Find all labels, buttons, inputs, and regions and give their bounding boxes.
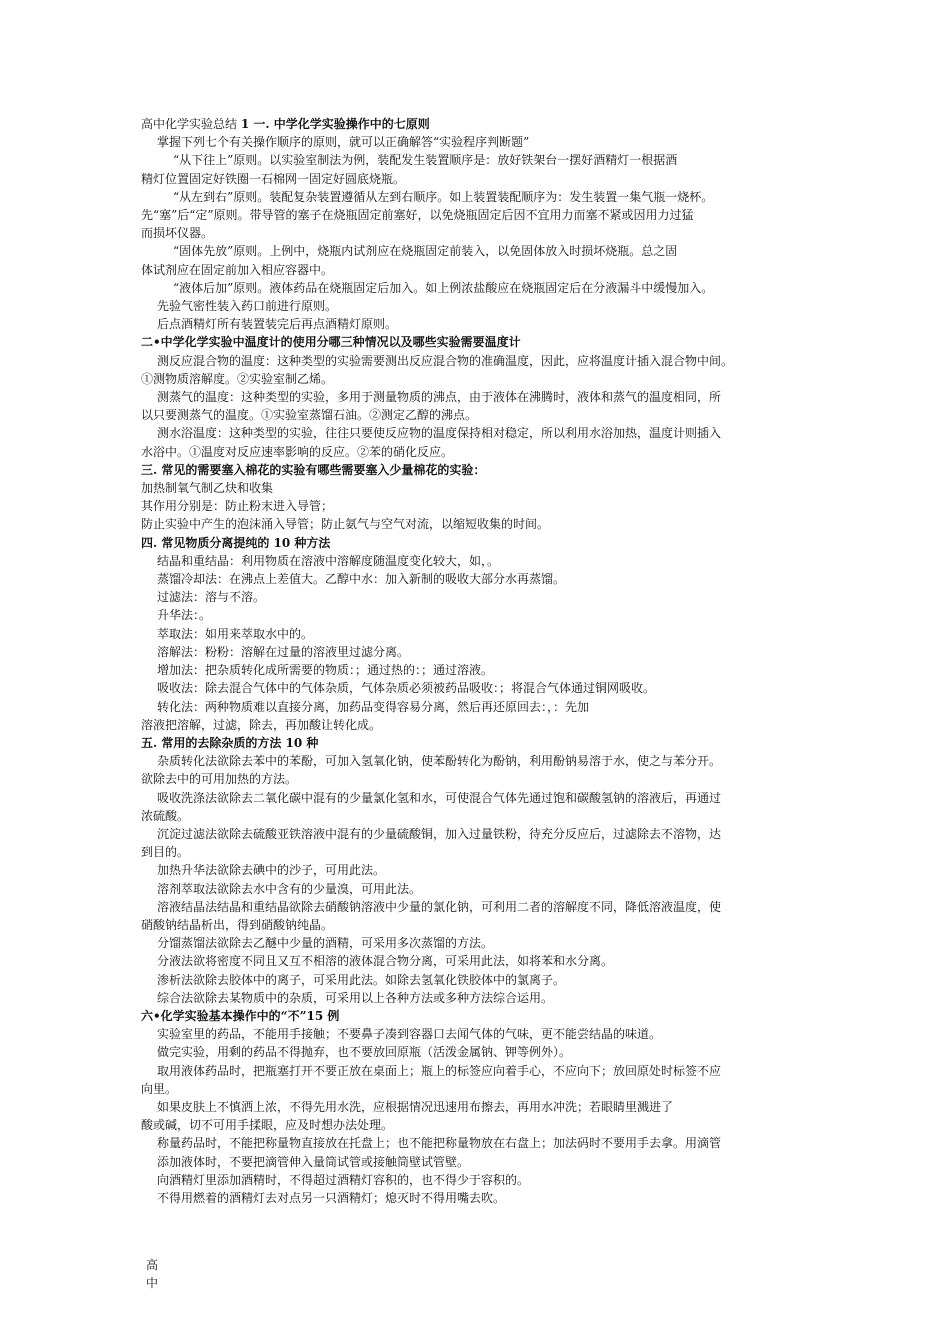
paragraph-line: “固体先放”原则。上例中，烧瓶内试剂应在烧瓶固定前装入，以免固体放入时损坏烧瓶。总之固	[173, 244, 678, 259]
paragraph-line: 添加液体时，不要把滴管伸入量筒试管或接触筒壁试管壁。	[157, 1154, 470, 1169]
paragraph-line: 欲除去中的可用加热的方法。	[141, 772, 298, 787]
paragraph-line: 酸或碱，切不可用手揉眼，应及时想办法处理。	[141, 1118, 394, 1133]
paragraph-line: 实验室里的药品，不能用手接触；不要鼻子凑到容器口去闻气体的气味，更不能尝结晶的味道。	[157, 1027, 662, 1042]
paragraph-line: 精灯位置固定好铁圈一石棉网一固定好圆底烧瓶。	[141, 171, 406, 186]
page-footer-vertical-text	[146, 1256, 162, 1292]
paragraph-line: 做完实验，用剩的药品不得抛弃，也不要放回原瓶（活泼金属钠、钾等例外）。	[157, 1045, 572, 1060]
paragraph-line: 溶解法：粉粉：溶解在过量的溶液里过滤分离。	[157, 644, 410, 659]
section-heading: 二•中学化学实验中温度计的使用分哪三种情况以及哪些实验需要温度计	[141, 335, 521, 350]
paragraph-line: 溶液结晶法结晶和重结晶欲除去硝酸钠溶液中少量的氯化钠，可利用二者的溶解度不同，降低溶液温度，使	[157, 899, 722, 914]
paragraph-line: 取用液体药品时，把瓶塞打开不要正放在桌面上；瓶上的标签应向着手心，不应向下；放回原处时标签不应	[157, 1063, 722, 1078]
paragraph-line: 渗析法欲除去胶体中的离子，可采用此法。如除去氢氧化铁胶体中的氯离子。	[157, 972, 566, 987]
paragraph-line: 增加法：把杂质转化成所需要的物质：；通过热的：；通过溶液。	[157, 663, 494, 678]
paragraph-line: 水浴中。①温度对反应速率影响的反应。②苯的硝化反应。	[141, 444, 454, 459]
paragraph-line: 向酒精灯里添加酒精时，不得超过酒精灯容积的，也不得少于容积的。	[157, 1172, 530, 1187]
paragraph-line: 溶剂萃取法欲除去水中含有的少量溴，可用此法。	[157, 881, 422, 896]
paragraph-line: 分液法欲将密度不同且又互不相溶的液体混合物分离，可采用此法，如将苯和水分离。	[157, 954, 614, 969]
paragraph-line: 转化法：两种物质难以直接分离，加药品变得容易分离，然后再还原回去：，：先加	[157, 699, 590, 714]
paragraph-line: 吸收洗涤法欲除去二氧化碳中混有的少量氯化氢和水，可使混合气体先通过饱和碳酸氢钠的溶液后，再通过	[157, 790, 722, 805]
paragraph-line: “从下往上”原则。以实验室制法为例，装配发生装置顺序是：放好铁架台一摆好酒精灯一根据酒	[173, 153, 678, 168]
paragraph-line: 测水浴温度：这种类型的实验，往往只要使反应物的温度保持相对稳定，所以利用水浴加热，温度计则插入	[157, 426, 722, 441]
paragraph-line: 加热升华法欲除去碘中的沙子，可用此法。	[157, 863, 386, 878]
paragraph-line: 掌握下列七个有关操作顺序的原则，就可以正确解答“实验程序判断题”	[157, 135, 530, 150]
paragraph-line: 杂质转化法欲除去苯中的苯酚，可加入氢氧化钠，使苯酚转化为酚钠，利用酚钠易溶于水，使之与苯分开。	[157, 754, 722, 769]
title-section-heading: 1 一. 中学化学实验操作中的七原则	[240, 117, 430, 131]
paragraph-line: 先验气密性装入药口前进行原则。	[157, 299, 338, 314]
paragraph-line: 称量药品时，不能把称量物直接放在托盘上；也不能把称量物放在右盘上；加法码时不要用手去拿。用滴管	[157, 1136, 722, 1151]
section-heading: 六•化学实验基本操作中的“不”15 例	[141, 1008, 340, 1023]
paragraph-line: 其作用分别是：防止粉末进入导管；	[141, 499, 334, 514]
paragraph-line: 萃取法：如用来萃取水中的。	[157, 626, 314, 641]
paragraph-line: 沉淀过滤法欲除去硫酸亚铁溶液中混有的少量硫酸铜，加入过量铁粉，待充分反应后，过滤除去不溶物，达	[157, 826, 722, 841]
title-plain: 高中化学实验总结	[141, 117, 241, 131]
paragraph-line: 加热制氧气制乙炔和收集	[141, 481, 274, 496]
document-body	[141, 115, 813, 1207]
document-title	[141, 115, 813, 133]
paragraph-line: 体试剂应在固定前加入相应容器中。	[141, 262, 334, 277]
paragraph-line: 升华法：。	[157, 608, 212, 623]
paragraph-line: 过滤法：溶与不溶。	[157, 590, 266, 605]
paragraph-line: 到目的。	[141, 845, 190, 860]
paragraph-line: 蒸馏冷却法：在沸点上差值大。乙醇中水：加入新制的吸收大部分水再蒸馏。	[157, 572, 566, 587]
paragraph-line: 后点酒精灯所有装置装完后再点酒精灯原则。	[157, 317, 398, 332]
paragraph-line: 结晶和重结晶：利用物质在溶液中溶解度随温度变化较大，如，。	[157, 553, 500, 568]
paragraph-line: 测蒸气的温度：这种类型的实验，多用于测量物质的沸点，由于液体在沸腾时，液体和蒸气的温度相同，所	[157, 390, 722, 405]
paragraph-line: 综合法欲除去某物质中的杂质，可采用以上各种方法或多种方法综合运用。	[157, 990, 554, 1005]
section-heading: 五. 常用的去除杂质的方法 10 种	[141, 735, 319, 750]
paragraph-line: 分馏蒸馏法欲除去乙醚中少量的酒精，可采用多次蒸馏的方法。	[157, 936, 494, 951]
paragraph-line: “从左到右”原则。装配复杂装置遵循从左到右顺序。如上装置装配顺序为：发生装置一集气瓶一烧杯。	[173, 189, 714, 204]
footer-char: 高	[146, 1258, 159, 1272]
paragraph-line: 硝酸钠结晶析出，得到硝酸钠纯晶。	[141, 917, 334, 932]
paragraph-line: 以只要测蒸气的温度。①实验室蒸馏石油。②测定乙醇的沸点。	[141, 408, 478, 423]
paragraph-line: 如果皮肤上不慎洒上浓，不得先用水洗，应根据情况迅速用布擦去，再用水冲洗；若眼睛里溅进了	[157, 1099, 674, 1114]
paragraph-line: 先“塞”后“定”原则。带导管的塞子在烧瓶固定前塞好，以免烧瓶固定后因不宜用力而塞不紧或因用力过猛	[141, 208, 694, 223]
paragraph-line: 吸收法：除去混合气体中的气体杂质，气体杂质必须被药品吸收：；将混合气体通过铜网吸收。	[157, 681, 656, 696]
paragraph-line: 防止实验中产生的泡沫涌入导管；防止氨气与空气对流，以缩短收集的时间。	[141, 517, 550, 532]
footer-char: 中	[146, 1276, 159, 1290]
paragraph-line: 向里。	[141, 1081, 178, 1096]
paragraph-line: 不得用燃着的酒精灯去对点另一只酒精灯；熄灭时不得用嘴去吹。	[157, 1190, 506, 1205]
paragraph-line: 而损坏仪器。	[141, 226, 214, 241]
paragraph-line: 测反应混合物的温度：这种类型的实验需要测出反应混合物的准确温度，因此，应将温度计插入混合物中间。	[157, 353, 734, 368]
paragraph-line: 浓硫酸。	[141, 808, 190, 823]
paragraph-line: ①测物质溶解度。②实验室制乙烯。	[141, 371, 334, 386]
section-heading: 四. 常见物质分离提纯的 10 种方法	[141, 535, 331, 550]
paragraph-line: “液体后加”原则。液体药品在烧瓶固定后加入。如上例浓盐酸应在烧瓶固定后在分液漏斗中缓慢加入。	[173, 280, 714, 295]
paragraph-line: 溶液把溶解，过滤，除去，再加酸让转化成。	[141, 717, 382, 732]
section-heading: 三. 常见的需要塞入棉花的实验有哪些需要塞入少量棉花的实验：	[141, 462, 486, 477]
